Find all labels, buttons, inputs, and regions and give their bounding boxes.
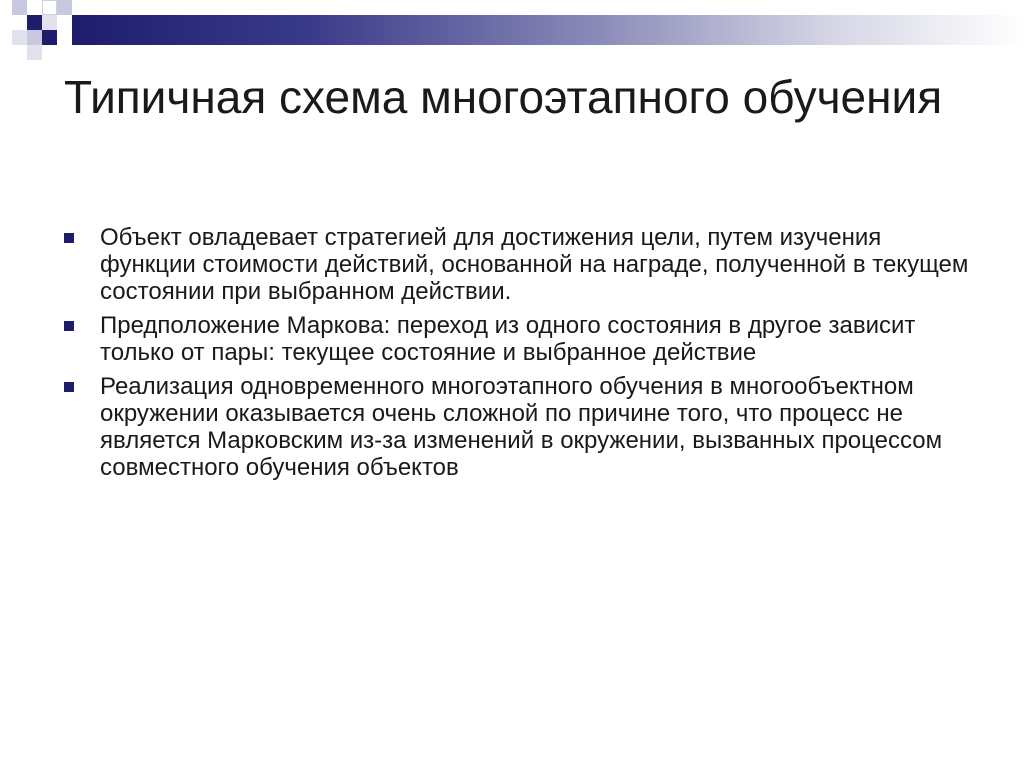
header-decoration: [0, 0, 1024, 60]
bullet-text: Реализация одновременного многоэтапного обучения в многообъектном окружении оказывается очень сложной по причине того, что процесс не является Марковским из-за изменений в окружении, вызванных процессом совместного обучения объектов: [100, 373, 943, 481]
decor-square: [27, 30, 42, 45]
bullet-item: [64, 312, 974, 366]
decor-square: [42, 15, 57, 30]
square-bullet-icon: [64, 321, 74, 331]
decor-square: [27, 15, 42, 30]
square-bullet-icon: [64, 233, 74, 243]
slide-title: Типичная схема многоэтапного обучения: [64, 71, 943, 123]
decor-square: [12, 30, 27, 45]
bullet-text: Объект овладевает стратегией для достижения цели, путем изучения функции стоимости действий, основанной на награде, полученной в текущем состоянии при выбранном действии.: [100, 224, 969, 305]
bullet-text: Предположение Маркова: переход из одного состояния в другое зависит только от пары: текущее состояние и выбранное действие: [100, 312, 916, 366]
square-bullet-icon: [64, 382, 74, 392]
decor-square: [57, 15, 72, 45]
decor-square: [42, 30, 57, 45]
bullet-list: [64, 224, 974, 488]
bullet-item: [64, 373, 974, 481]
header-gradient-bar: [72, 15, 1024, 45]
bullet-item: [64, 224, 974, 305]
decor-square: [12, 0, 27, 15]
decor-square: [57, 0, 72, 15]
decor-square: [27, 45, 42, 60]
decor-square: [42, 0, 57, 15]
